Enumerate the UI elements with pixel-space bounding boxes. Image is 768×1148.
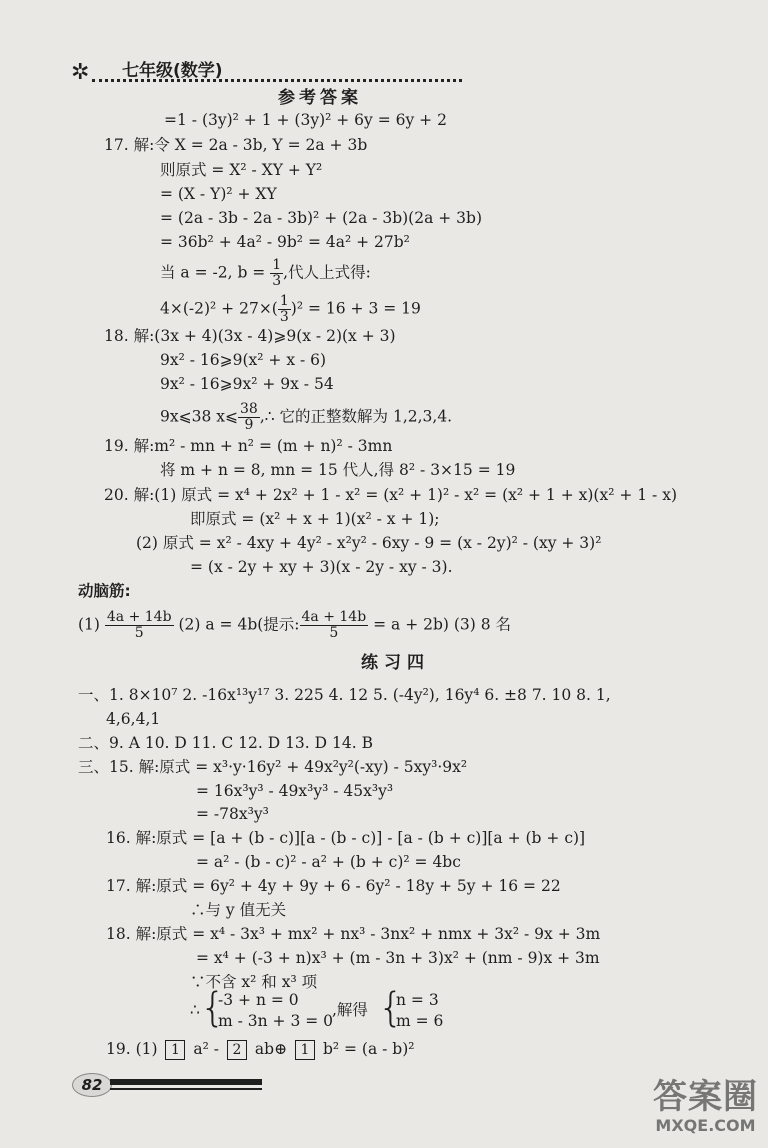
fraction xyxy=(238,402,260,433)
star-icon: ✲ xyxy=(71,60,90,85)
header-title: 七年级(数学) xyxy=(122,61,223,81)
text-segment: ,∴ 它的正整数解为 1,2,3,4. xyxy=(259,407,453,426)
answer-line: 则原式 = X² - XY + Y² xyxy=(160,161,323,179)
text-segment: ,代人上式得: xyxy=(283,263,371,282)
fraction-numerator: 38 xyxy=(239,401,258,417)
text-segment: 9x⩽38 x⩽ xyxy=(160,407,238,426)
brain-teaser-label: 动脑筋: xyxy=(78,582,131,600)
answer-line: 17. 解:原式 = 6y² + 4y + 9y + 6 - 6y² - 18y + 5y + 16 = 22 xyxy=(106,877,561,895)
answer-line: = (X - Y)² + XY xyxy=(160,185,277,203)
watermark-text: 答案圈 xyxy=(653,1077,758,1117)
answer-line: 三、15. 解:原式 = x³·y·16y² + 49x²y²(-xy) - 5xy³·9x² xyxy=(78,758,468,776)
text-segment: b² = (a - b)² xyxy=(322,1040,415,1058)
text-segment: (1) xyxy=(78,615,105,634)
answer-line xyxy=(106,1039,415,1060)
watermark-url: MXQE.COM xyxy=(655,1116,756,1135)
fraction xyxy=(105,610,174,641)
answer-line: 9x² - 16⩾9(x² + x - 6) xyxy=(160,351,327,369)
left-brace: { xyxy=(200,985,226,1031)
answer-line: 4,6,4,1 xyxy=(106,710,161,728)
answer-line: = -78x³y³ xyxy=(196,805,269,823)
answer-line xyxy=(78,610,511,641)
answer-line xyxy=(160,258,371,289)
answer-line: 16. 解:原式 = [a + (b - c)][a - (b - c)] - [a - (b + c)][a + (b + c)] xyxy=(106,829,586,847)
system-solution: m = 6 xyxy=(396,1012,444,1030)
fraction-numerator: 4a + 14b xyxy=(301,609,367,625)
answer-box: 2 xyxy=(227,1040,247,1060)
text-segment: ab⊕ xyxy=(254,1040,288,1058)
answer-line: 18. 解:(3x + 4)(3x - 4)⩾9(x - 2)(x + 3) xyxy=(104,327,396,345)
answer-line: = a² - (b - c)² - a² + (b + c)² = 4bc xyxy=(196,853,461,871)
answer-line: = (x - 2y + xy + 3)(x - 2y - xy - 3). xyxy=(190,558,453,576)
text-segment: a² - xyxy=(193,1040,220,1058)
answer-line: = (2a - 3b - 2a - 3b)² + (2a - 3b)(2a + 3b) xyxy=(160,209,483,227)
answers-title: 参考答案 xyxy=(278,88,362,108)
text-segment: = a + 2b) (3) 8 名 xyxy=(368,615,512,634)
answer-box: 1 xyxy=(295,1040,315,1060)
system-solution: n = 3 xyxy=(396,991,439,1009)
answer-line xyxy=(160,402,452,433)
footer-rule xyxy=(110,1079,262,1085)
footer-rule-thin xyxy=(110,1088,262,1090)
fraction xyxy=(278,294,291,325)
page-number: 82 xyxy=(72,1073,112,1097)
answer-line: = 36b² + 4a² - 9b² = 4a² + 27b² xyxy=(160,233,410,251)
answer-line: =1 - (3y)² + 1 + (3y)² + 6y = 6y + 2 xyxy=(164,111,447,129)
answer-line: 二、9. A 10. D 11. C 12. D 13. D 14. B xyxy=(78,734,373,752)
text-segment: 4×(-2)² + 27×( xyxy=(160,299,278,318)
therefore-symbol: ∴ xyxy=(190,1001,200,1019)
answer-line: 19. 解:m² - mn + n² = (m + n)² - 3mn xyxy=(104,437,393,455)
fraction-numerator: 1 xyxy=(272,257,282,273)
fraction-denominator: 5 xyxy=(329,625,339,641)
left-brace: { xyxy=(378,985,404,1031)
header-dotted-rule xyxy=(92,79,462,82)
answer-line: ∵不含 x² 和 x³ 项 xyxy=(190,973,318,991)
answer-line: 即原式 = (x² + x + 1)(x² - x + 1); xyxy=(190,510,440,528)
text-segment: )² = 16 + 3 = 19 xyxy=(290,299,421,318)
fraction-denominator: 3 xyxy=(279,309,289,325)
solve-text: ,解得 xyxy=(332,1001,368,1019)
watermark-logo xyxy=(648,1077,763,1145)
text-segment: 19. (1) xyxy=(106,1040,158,1058)
text-segment: (2) a = 4b(提示: xyxy=(173,615,300,634)
answer-line: (2) 原式 = x² - 4xy + 4y² - x²y² - 6xy - 9 = (x - 2y)² - (xy + 3)² xyxy=(136,534,602,552)
fraction xyxy=(300,610,369,641)
fraction-numerator: 1 xyxy=(279,293,289,309)
answer-line: ∴与 y 值无关 xyxy=(190,901,287,919)
answer-line: 18. 解:原式 = x⁴ - 3x³ + mx² + nx³ - 3nx² + nmx + 3x² - 9x + 3m xyxy=(106,925,601,943)
system-equation: -3 + n = 0 xyxy=(218,991,299,1009)
fraction-denominator: 9 xyxy=(244,417,254,433)
answer-line: 一、1. 8×10⁷ 2. -16x¹³y¹⁷ 3. 225 4. 12 5. (-4y²), 16y⁴ 6. ±8 7. 10 8. 1, xyxy=(78,686,611,704)
answer-line xyxy=(160,294,421,325)
fraction-denominator: 3 xyxy=(272,273,282,289)
fraction-numerator: 4a + 14b xyxy=(106,609,172,625)
system-equation: m - 3n + 3 = 0 xyxy=(218,1012,334,1030)
answer-line: 将 m + n = 8, mn = 15 代人,得 8² - 3×15 = 19 xyxy=(160,461,516,479)
section-title: 练习四 xyxy=(361,653,430,673)
answer-line: = x⁴ + (-3 + n)x³ + (m - 3n + 3)x² + (nm - 9)x + 3m xyxy=(196,949,600,967)
answer-line: = 16x³y³ - 49x³y³ - 45x³y³ xyxy=(196,782,394,800)
answer-box: 1 xyxy=(165,1040,185,1060)
fraction xyxy=(270,258,283,289)
answer-line: 17. 解:令 X = 2a - 3b, Y = 2a + 3b xyxy=(104,136,368,154)
answer-line: 20. 解:(1) 原式 = x⁴ + 2x² + 1 - x² = (x² + 1)² - x² = (x² + 1 + x)(x² + 1 - x) xyxy=(104,486,678,504)
text-segment: 当 a = -2, b = xyxy=(160,263,271,282)
answer-line: 9x² - 16⩾9x² + 9x - 54 xyxy=(160,375,334,393)
fraction-denominator: 5 xyxy=(134,625,144,641)
